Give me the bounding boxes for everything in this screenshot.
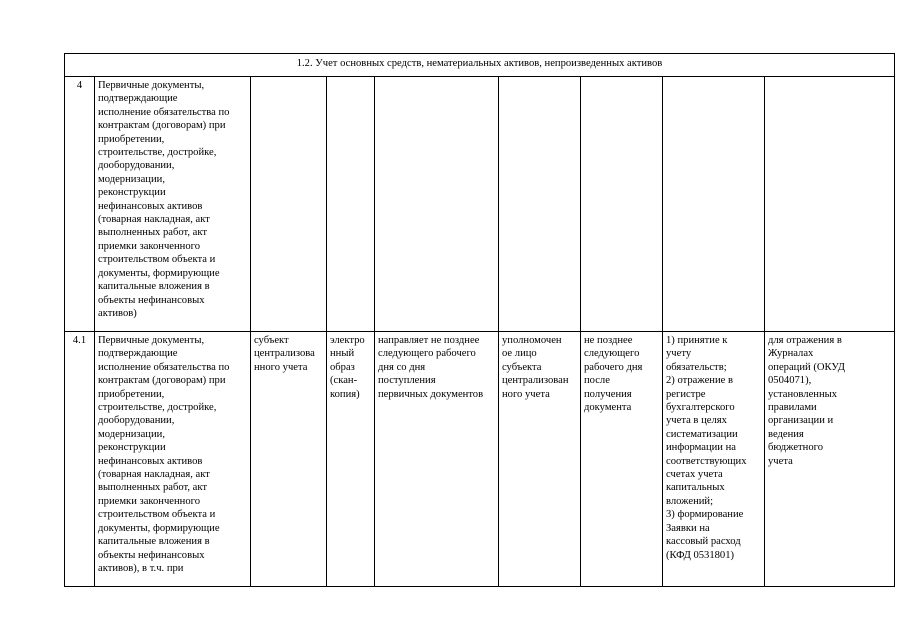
text-line: учета в целях: [666, 415, 727, 427]
text-line: строительством объекта и: [98, 254, 216, 266]
purpose: [765, 77, 895, 332]
text-line: реконструкции: [98, 187, 166, 199]
text-line: приобретении,: [98, 388, 165, 400]
text-line: для отражения в: [768, 335, 842, 346]
text-line: выполненных работ, акт: [98, 227, 208, 239]
text-line: исполнение обязательства по: [98, 106, 230, 118]
text-line: нефинансовых активов: [98, 200, 203, 212]
text-line: информации на: [666, 442, 736, 454]
text-line: 3) формирование: [666, 509, 744, 521]
text-line: дня со дня: [378, 361, 426, 373]
text-line: активов): [98, 307, 137, 319]
processing-term: [581, 77, 663, 332]
text-line: ведения: [768, 428, 804, 440]
table-row: [65, 77, 895, 332]
text-line: приобретении,: [98, 133, 165, 145]
row-number: 4: [65, 77, 95, 332]
text-line: (КФД 0531801): [666, 549, 735, 561]
text-line: обязательств;: [666, 361, 727, 373]
text-line: документа: [584, 402, 632, 414]
text-line: капитальные вложения в: [98, 536, 210, 548]
text-line: контрактам (договорам) при: [98, 375, 226, 387]
text-line: приемки законченного: [98, 240, 201, 252]
text-line: направляет не позднее: [378, 335, 480, 346]
document-table: [64, 53, 895, 587]
text-line: ного учета: [502, 388, 550, 400]
text-line: капитальных: [666, 482, 725, 494]
text-line: следующего: [584, 348, 640, 360]
text-line: (товарная накладная, акт: [98, 469, 210, 481]
text-line: счетах учета: [666, 469, 723, 481]
text-line: 2) отражение в: [666, 375, 733, 387]
text-line: организации и: [768, 415, 834, 427]
text-line: после: [584, 375, 610, 387]
text-line: вложений;: [666, 495, 714, 507]
submission-deadline: [375, 332, 499, 587]
text-line: документы, формирующие: [98, 267, 220, 279]
text-line: подтверждающие: [98, 93, 178, 105]
purpose: [765, 332, 895, 587]
action: [663, 77, 765, 332]
text-line: бухгалтерского: [666, 402, 735, 414]
text-line: централизован: [502, 375, 569, 387]
text-line: правилами: [768, 402, 817, 414]
text-line: строительстве, достройке,: [98, 147, 217, 159]
text-line: капитальные вложения в: [98, 281, 210, 293]
text-line: первичных документов: [378, 388, 484, 400]
text-line: Первичные документы,: [98, 80, 205, 91]
text-line: Журналах: [768, 348, 814, 360]
text-line: образ: [330, 361, 355, 373]
row-number: 4.1: [65, 332, 95, 587]
text-line: нного учета: [254, 361, 308, 373]
document-form: [327, 77, 375, 332]
text-line: модернизации,: [98, 428, 165, 440]
text-line: объекты нефинансовых: [98, 549, 205, 561]
text-line: (скан-: [330, 375, 358, 387]
processing-term: [581, 332, 663, 587]
text-line: систематизации: [666, 428, 738, 440]
action: [663, 332, 765, 587]
text-line: субъект: [254, 335, 289, 346]
text-line: подтверждающие: [98, 348, 178, 360]
section-title: 1.2. Учет основных средств, нематериальных активов, непроизведенных активов: [65, 54, 895, 77]
text-line: документы, формирующие: [98, 522, 220, 534]
text-line: выполненных работ, акт: [98, 482, 208, 494]
text-line: приемки законченного: [98, 495, 201, 507]
text-line: учету: [666, 348, 692, 360]
text-line: соответствующих: [666, 455, 747, 467]
text-line: рабочего дня: [584, 361, 643, 373]
document-form: [327, 332, 375, 587]
text-line: установленных: [768, 388, 838, 400]
text-line: централизова: [254, 348, 315, 360]
text-line: нный: [330, 348, 355, 360]
text-line: 1) принятие к: [666, 335, 728, 346]
text-line: строительстве, достройке,: [98, 402, 217, 414]
responsible-party: [251, 77, 327, 332]
text-line: копия): [330, 388, 360, 400]
text-line: дооборудовании,: [98, 415, 175, 427]
document-description: [95, 332, 251, 587]
table-row: [65, 332, 895, 587]
text-line: реконструкции: [98, 442, 166, 454]
submission-deadline: [375, 77, 499, 332]
text-line: кассовый расход: [666, 536, 741, 548]
text-line: 0504071),: [768, 375, 812, 387]
text-line: исполнение обязательства по: [98, 361, 230, 373]
document-description: [95, 77, 251, 332]
section-header-row: [65, 54, 895, 77]
text-line: модернизации,: [98, 173, 165, 185]
text-line: Первичные документы,: [98, 335, 205, 346]
text-line: нефинансовых активов: [98, 455, 203, 467]
text-line: строительством объекта и: [98, 509, 216, 521]
text-line: электро: [330, 335, 365, 346]
text-line: учета: [768, 455, 793, 467]
text-line: Заявки на: [666, 522, 710, 534]
text-line: бюджетного: [768, 442, 824, 454]
text-line: операций (ОКУД: [768, 361, 846, 373]
text-line: ое лицо: [502, 348, 537, 360]
text-line: контрактам (договорам) при: [98, 120, 226, 132]
text-line: субъекта: [502, 361, 542, 373]
text-line: поступления: [378, 375, 436, 387]
text-line: получения: [584, 388, 632, 400]
text-line: регистре: [666, 388, 706, 400]
receiver: [499, 332, 581, 587]
text-line: объекты нефинансовых: [98, 294, 205, 306]
text-line: (товарная накладная, акт: [98, 214, 210, 226]
text-line: дооборудовании,: [98, 160, 175, 172]
responsible-party: [251, 332, 327, 587]
text-line: уполномочен: [502, 335, 562, 346]
text-line: активов), в т.ч. при: [98, 562, 184, 574]
text-line: следующего рабочего: [378, 348, 476, 360]
receiver: [499, 77, 581, 332]
text-line: не позднее: [584, 335, 633, 346]
